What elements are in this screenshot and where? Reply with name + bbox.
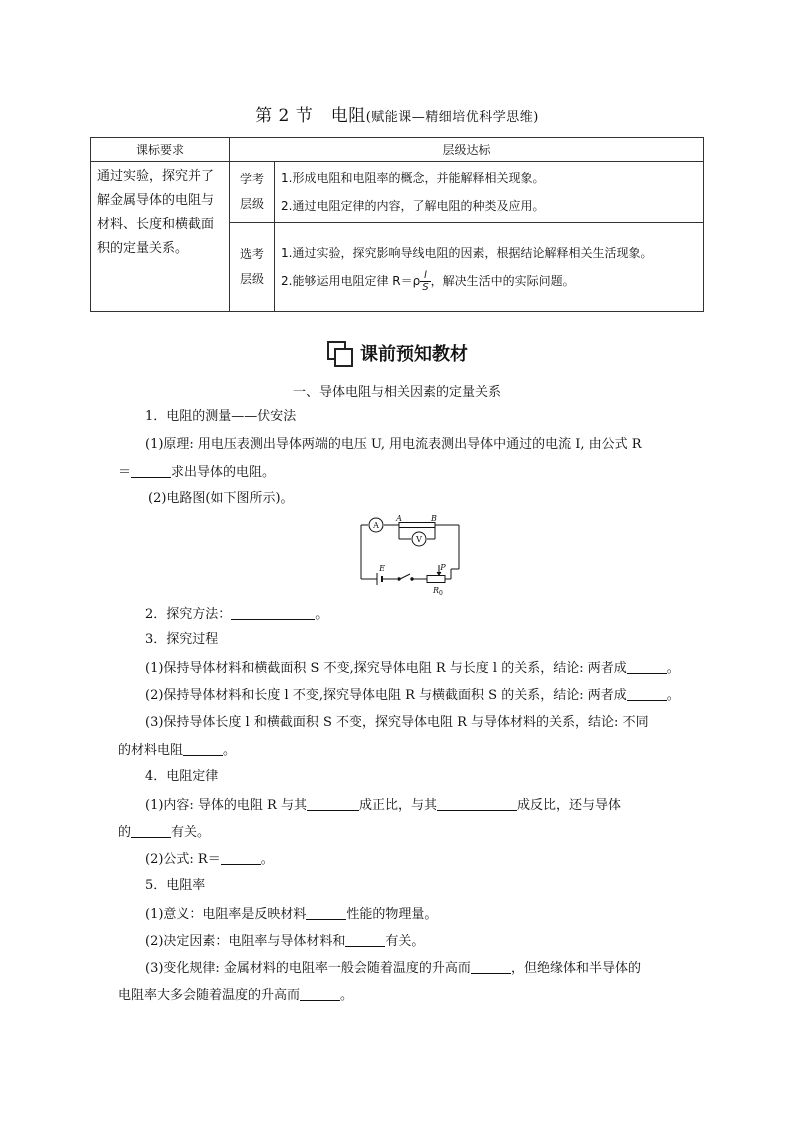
heading-resistivity: 5．电阻率 bbox=[145, 878, 206, 893]
law-content-line-2 bbox=[118, 823, 210, 842]
formula-suffix: ，解决生活中的实际问题。 bbox=[430, 274, 575, 288]
heading-measurement: 1．电阻的测量——伏安法 bbox=[145, 409, 297, 424]
section-subheading: 一、导体电阻与相关因素的定量关系 bbox=[292, 385, 501, 400]
resistance-formula-fraction bbox=[420, 270, 430, 293]
text-fragment: (2)决定因素：电阻率与导体材料和 bbox=[145, 934, 346, 949]
section-heading bbox=[0, 340, 794, 366]
resistivity-meaning bbox=[145, 905, 437, 924]
process-step-2 bbox=[145, 686, 680, 705]
level-basic-item-2: 2.通过电阻定律的内容，了解电阻的种类及应用。 bbox=[281, 199, 545, 213]
text-fragment: 2．探究方法： bbox=[145, 607, 232, 622]
text-fragment: 成反比，还与导体 bbox=[517, 798, 622, 813]
standards-table bbox=[90, 137, 704, 312]
text-fragment: (2)保持导体材料和长度 l 不变,探究导体电阻 R 与横截面积 S 的关系，结论: 两者成 bbox=[145, 688, 627, 703]
fill-blank[interactable] bbox=[131, 463, 171, 478]
section-heading-text: 课前预知教材 bbox=[360, 344, 468, 365]
text-fragment: (3)变化规律: 金属材料的电阻率一般会随着温度的升高而 bbox=[145, 961, 471, 976]
circuit-diagram bbox=[355, 513, 465, 597]
text-fragment: (1)意义：电阻率是反映材料 bbox=[145, 907, 307, 922]
fill-blank[interactable] bbox=[221, 850, 261, 865]
text-fragment: 。 bbox=[666, 661, 680, 676]
process-step-1 bbox=[145, 659, 680, 678]
rheostat-subscript: 0 bbox=[439, 590, 443, 597]
level-label-basic bbox=[230, 162, 275, 223]
fill-blank[interactable] bbox=[131, 823, 171, 838]
text-fragment: 求出导体的电阻。 bbox=[171, 465, 276, 480]
text-fragment: (2)公式: R＝ bbox=[145, 852, 221, 867]
text-fragment: 成正比，与其 bbox=[358, 798, 437, 813]
level-advanced-item-2 bbox=[281, 267, 697, 295]
text-fragment: ，但绝缘体和半导体的 bbox=[510, 961, 641, 976]
text-fragment: (1)内容: 导体的电阻 R 与其 bbox=[145, 798, 307, 813]
level-basic-line1: 学考 bbox=[239, 172, 264, 186]
fill-blank[interactable] bbox=[627, 659, 667, 674]
table-header-levels: 层级达标 bbox=[230, 138, 704, 162]
process-step-3-line-2 bbox=[118, 741, 236, 760]
point-b-label: B bbox=[431, 514, 437, 523]
level-advanced-line1: 选考 bbox=[239, 247, 264, 261]
resistivity-factors bbox=[145, 932, 424, 951]
text-fragment: 电阻率大多会随着温度的升高而 bbox=[118, 988, 301, 1003]
fill-blank[interactable] bbox=[627, 686, 667, 701]
method-line bbox=[145, 605, 328, 624]
heading-resistance-law: 4．电阻定律 bbox=[145, 769, 219, 784]
text-fragment: 性能的物理量。 bbox=[346, 907, 438, 922]
title-sub: (赋能课—精细培优科学思维) bbox=[365, 110, 539, 125]
fill-blank[interactable] bbox=[345, 932, 385, 947]
text-fragment: 有关。 bbox=[171, 825, 211, 840]
resistivity-variation-line-2 bbox=[118, 986, 353, 1005]
level-advanced-item-1: 1.通过实验，探究影响导线电阻的因素，根据结论解释相关生活现象。 bbox=[281, 246, 653, 260]
text-fragment: 有关。 bbox=[385, 934, 425, 949]
text-fragment: ＝ bbox=[118, 465, 132, 480]
text-fragment: 的材料电阻 bbox=[118, 743, 184, 758]
overlapping-squares-icon bbox=[326, 340, 352, 366]
level-basic-line2: 层级 bbox=[239, 197, 264, 211]
law-content-line-1 bbox=[145, 796, 621, 815]
text-fragment: 。 bbox=[315, 607, 329, 622]
heading-process: 3．探究过程 bbox=[145, 632, 219, 647]
slider-label: P bbox=[440, 563, 446, 572]
requirement-text: 通过实验，探究并了解金属导体的电阻与材料、长度和横截面积的定量关系。 bbox=[91, 162, 230, 312]
fraction-denominator: S bbox=[422, 282, 429, 293]
voltmeter-label: V bbox=[416, 535, 422, 544]
fill-blank[interactable] bbox=[183, 741, 223, 756]
fill-blank[interactable] bbox=[231, 605, 315, 620]
page-title bbox=[0, 101, 794, 126]
text-fragment: 。 bbox=[260, 852, 274, 867]
title-main: 第 2 节 电阻 bbox=[255, 106, 366, 126]
battery-label: E bbox=[379, 564, 385, 573]
level-advanced-items bbox=[275, 223, 704, 312]
ammeter-label: A bbox=[373, 521, 379, 530]
fill-blank[interactable] bbox=[437, 796, 517, 811]
level-advanced-line2: 层级 bbox=[239, 272, 264, 286]
point-a-label: A bbox=[396, 514, 402, 523]
law-formula-line bbox=[145, 850, 274, 869]
fill-blank[interactable] bbox=[306, 905, 346, 920]
level-basic-item-1: 1.形成电阻和电阻率的概念，并能解释相关现象。 bbox=[281, 171, 545, 185]
fill-blank[interactable] bbox=[471, 959, 511, 974]
fill-blank[interactable] bbox=[300, 986, 340, 1001]
formula-prefix: 2.能够运用电阻定律 R＝ρ bbox=[281, 274, 421, 288]
principle-line-2 bbox=[118, 463, 275, 482]
process-step-3-line-1: (3)保持导体长度 l 和横截面积 S 不变，探究导体电阻 R 与导体材料的关系，结论: 不同 bbox=[145, 715, 649, 730]
level-basic-items bbox=[275, 162, 704, 223]
fraction-numerator: l bbox=[420, 270, 430, 282]
text-fragment: (1)保持导体材料和横截面积 S 不变,探究导体电阻 R 与长度 l 的关系，结论: 两者成 bbox=[145, 661, 627, 676]
text-fragment: 。 bbox=[223, 743, 237, 758]
table-header-requirements: 课标要求 bbox=[91, 138, 230, 162]
level-label-advanced bbox=[230, 223, 275, 312]
rheostat-label: R bbox=[433, 586, 440, 595]
text-fragment: 的 bbox=[118, 825, 132, 840]
circuit-caption: (2)电路图(如下图所示)。 bbox=[148, 491, 294, 506]
principle-line-1: (1)原理: 用电压表测出导体两端的电压 U, 用电流表测出导体中通过的电流 I, 由公式 R bbox=[145, 437, 642, 452]
text-fragment: 。 bbox=[340, 988, 354, 1003]
resistivity-variation-line-1 bbox=[145, 959, 641, 978]
fill-blank[interactable] bbox=[307, 796, 359, 811]
text-fragment: 。 bbox=[666, 688, 680, 703]
